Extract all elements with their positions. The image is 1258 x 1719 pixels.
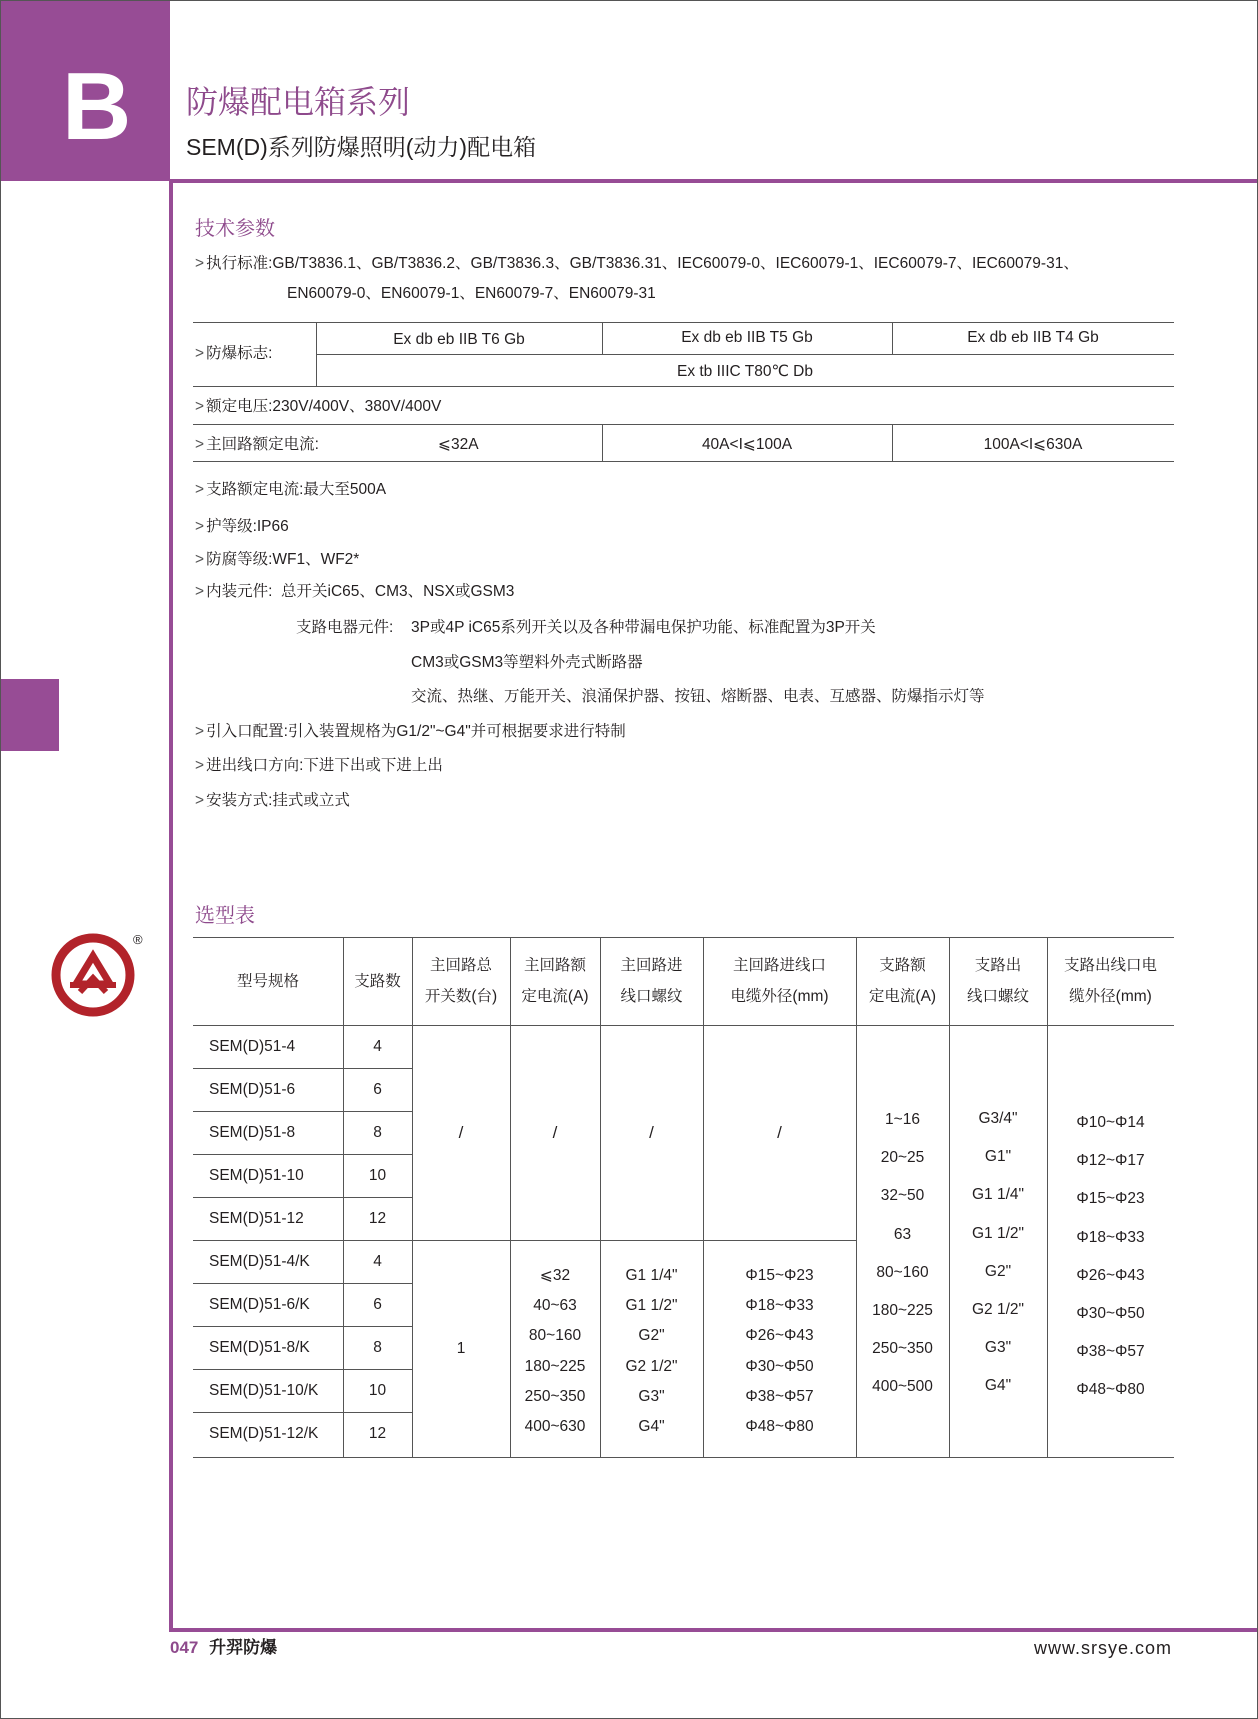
standard-line-1: > 执行标准:GB/T3836.1、GB/T3836.2、GB/T3836.3、GB/T3836.31、IEC60079-0、IEC60079-1、IEC60079-7、IEC60079-31、 [195, 255, 1079, 272]
ex-mark-label: > 防爆标志: [195, 345, 273, 362]
table-model-cell: SEM(D)51-4/K [209, 1253, 310, 1270]
table-header-text: 支路额 [879, 957, 926, 974]
table-header-text: 支路出 [974, 957, 1022, 974]
table-k-main-thread: G2 1/2" [625, 1357, 678, 1375]
table-k-main-cable: Φ30~Φ50 [745, 1357, 814, 1375]
table-branch-count-cell: 10 [368, 1382, 387, 1399]
table-k-main-cable: Φ26~Φ43 [745, 1327, 814, 1345]
table-branch-current: 63 [893, 1225, 912, 1243]
table-slash-cell: / [777, 1122, 782, 1142]
footer-rule [169, 1628, 1258, 1632]
table-header-cell [1047, 937, 1174, 1025]
table-row-rule [193, 1369, 412, 1370]
table-slash-cell: / [552, 1122, 558, 1142]
table-header-text: 开关数(台) [424, 988, 498, 1005]
table-rule-header [193, 1025, 1174, 1026]
table-header-cell [510, 937, 600, 1025]
table-row-rule [193, 1283, 412, 1284]
side-tab [0, 679, 59, 751]
table-branch-cable: Φ12~Φ17 [1076, 1152, 1145, 1170]
table-k-main-cable: Φ38~Φ57 [745, 1387, 814, 1405]
content-left-border [169, 181, 173, 1631]
table-branch-count-cell: 12 [368, 1425, 387, 1442]
header-underline [170, 179, 1258, 183]
registered-mark: ® [133, 932, 143, 947]
section-letter: B [62, 53, 132, 160]
table-col-rule [856, 937, 857, 1457]
mounting-method: > 安装方式:挂式或立式 [195, 792, 350, 809]
current-range-3: 100A<I⩽630A [983, 436, 1083, 453]
table-branch-count-cell: 4 [373, 1253, 382, 1270]
table-slash-cell: / [458, 1122, 464, 1142]
internal-components: > 内装元件: 总开关iC65、CM3、NSX或GSM3 [195, 583, 515, 600]
table-branch-thread: G1 1/2" [971, 1224, 1025, 1242]
anticorrosion-level: > 防腐等级:WF1、WF2* [195, 551, 360, 568]
table-col-rule [703, 937, 704, 1457]
table-header-text: 主回路进线口 [732, 957, 826, 974]
page-subtitle: SEM(D)系列防爆照明(动力)配电箱 [186, 134, 537, 160]
table-slash-cell: / [649, 1122, 654, 1142]
table-col-rule [1047, 937, 1048, 1457]
table-row-rule [193, 1240, 412, 1241]
table-header-text: 型号规格 [236, 972, 299, 990]
table-row-rule [193, 1412, 412, 1413]
table-k-main-current: 180~225 [524, 1357, 586, 1375]
current-range-2: 40A<I⩽100A [701, 436, 793, 453]
table-branch-thread: G3" [984, 1339, 1012, 1357]
table-k-main-cable: Φ15~Φ23 [745, 1267, 814, 1284]
table-branch-cable: Φ48~Φ80 [1076, 1381, 1145, 1399]
table-rule-top [193, 937, 1174, 938]
branch-rated-current: > 支路额定电流:最大至500A [195, 481, 387, 498]
table-branch-thread: G1" [984, 1148, 1012, 1166]
table-header-text: 支路数 [354, 972, 401, 990]
table-header-cell [412, 937, 510, 1025]
table-k-switch-cell: 1 [456, 1339, 466, 1357]
table-branch-thread: G2 1/2" [971, 1301, 1025, 1318]
table-branch-current: 180~225 [872, 1302, 933, 1319]
main-current-label: > 主回路额定电流: [195, 436, 319, 453]
table-branch-count-cell: 10 [368, 1167, 387, 1184]
table-branch-count-cell: 8 [373, 1124, 382, 1141]
table-branch-thread: G1 1/4" [971, 1186, 1025, 1204]
table-header-text: 缆外径(mm) [1069, 988, 1152, 1005]
table-model-cell: SEM(D)51-4 [209, 1038, 296, 1055]
table-header-cell [193, 937, 343, 1025]
table-model-cell: SEM(D)51-10/K [209, 1382, 319, 1399]
selection-heading: 选型表 [195, 905, 255, 927]
table-col-rule [510, 937, 511, 1457]
table-group-rule [412, 1240, 856, 1241]
table-k-main-current: 400~630 [524, 1418, 586, 1435]
table-branch-current: 32~50 [880, 1187, 925, 1205]
ex-mark-t5: Ex db eb IIB T5 Gb [681, 329, 813, 346]
table-branch-thread: G2" [984, 1262, 1012, 1280]
table-k-main-current: 40~63 [533, 1297, 577, 1315]
table-header-text: 定电流(A) [521, 988, 589, 1005]
ex-mark-t4: Ex db eb IIB T4 Gb [967, 329, 1099, 346]
table-model-cell: SEM(D)51-12/K [209, 1425, 319, 1442]
rated-voltage: > 额定电压:230V/400V、380V/400V [195, 398, 442, 415]
page-number: 047 [170, 1638, 199, 1657]
table-col-rule [600, 937, 601, 1457]
table-branch-current: 1~16 [885, 1111, 920, 1128]
table-k-main-current: 80~160 [528, 1327, 582, 1345]
table-row-rule [193, 1197, 412, 1198]
table-k-main-current: ⩽32 [539, 1267, 571, 1284]
table-k-main-thread: G3" [638, 1387, 665, 1405]
company-logo [50, 932, 136, 1018]
table-header-text: 线口螺纹 [966, 988, 1029, 1005]
table-header-text: 定电流(A) [868, 988, 937, 1005]
footer-brand: 升羿防爆 [209, 1638, 278, 1657]
table-row-rule [193, 1068, 412, 1069]
page-title: 防爆配电箱系列 [186, 84, 411, 120]
branch-components-label: 支路电器元件: [296, 619, 394, 636]
table-branch-count-cell: 6 [373, 1081, 382, 1098]
ex-mark-t6: Ex db eb IIB T6 Gb [393, 331, 525, 348]
table-branch-cable: Φ18~Φ33 [1076, 1228, 1145, 1246]
table-model-cell: SEM(D)51-6/K [209, 1296, 310, 1313]
table-branch-thread: G3/4" [978, 1110, 1018, 1127]
table-branch-cable: Φ38~Φ57 [1076, 1343, 1145, 1361]
table-branch-count-cell: 12 [368, 1210, 387, 1227]
table-header-text: 主回路总 [429, 957, 492, 974]
table-model-cell: SEM(D)51-10 [209, 1167, 304, 1184]
table-branch-count-cell: 6 [373, 1296, 382, 1313]
standard-line-2: EN60079-0、EN60079-1、EN60079-7、EN60079-31 [287, 285, 656, 302]
table-k-main-thread: G2" [638, 1327, 665, 1345]
table-rule-bottom [193, 1457, 1174, 1458]
table-k-main-thread: G1 1/4" [625, 1267, 678, 1284]
table-k-main-thread: G1 1/2" [625, 1297, 678, 1315]
table-header-text: 主回路进 [620, 957, 683, 974]
branch-components-2: CM3或GSM3等塑料外壳式断路器 [411, 654, 643, 671]
table-header-text: 支路出线口电 [1063, 957, 1157, 974]
table-header-text: 线口螺纹 [620, 988, 683, 1005]
table-row-rule [193, 1154, 412, 1155]
table-branch-count-cell: 4 [373, 1038, 382, 1055]
table-branch-cable: Φ10~Φ14 [1076, 1114, 1145, 1131]
table-model-cell: SEM(D)51-6 [209, 1081, 296, 1098]
table-model-cell: SEM(D)51-12 [209, 1210, 304, 1227]
inlet-config: > 引入口配置:引入装置规格为G1/2"~G4"并可根据要求进行特制 [195, 723, 626, 740]
table-header-text: 主回路额 [523, 957, 586, 974]
footer-url[interactable]: www.srsye.com [1034, 1638, 1173, 1658]
table-header-cell [856, 937, 949, 1025]
ex-mark-dust: Ex tb IIIC T80℃ Db [676, 363, 813, 380]
table-row-rule [193, 1326, 412, 1327]
logo-emblem-icon [50, 932, 136, 1018]
table-branch-current: 400~500 [872, 1378, 933, 1396]
table-branch-cable: Φ30~Φ50 [1076, 1305, 1145, 1322]
table-header-cell [703, 937, 856, 1025]
table-branch-current: 250~350 [872, 1340, 933, 1358]
table-branch-current: 80~160 [876, 1263, 929, 1281]
tech-heading: 技术参数 [195, 218, 275, 240]
table-k-main-cable: Φ48~Φ80 [745, 1418, 814, 1435]
table-branch-count-cell: 8 [373, 1339, 382, 1356]
table-header-text: 电缆外径(mm) [730, 988, 829, 1005]
table-col-rule [343, 937, 344, 1457]
table-branch-cable: Φ26~Φ43 [1076, 1266, 1145, 1284]
cable-direction: > 进出线口方向:下进下出或下进上出 [195, 757, 443, 774]
table-header-cell [343, 937, 412, 1025]
table-row-rule [193, 1111, 412, 1112]
current-range-1: ⩽32A [438, 436, 479, 453]
table-header-cell [600, 937, 703, 1025]
table-model-cell: SEM(D)51-8/K [209, 1339, 310, 1356]
branch-components-1: 3P或4P iC65系列开关以及各种带漏电保护功能、标准配置为3P开关 [411, 619, 876, 636]
table-k-main-cable: Φ18~Φ33 [745, 1297, 814, 1315]
table-branch-cable: Φ15~Φ23 [1076, 1190, 1145, 1208]
table-branch-thread: G4" [984, 1377, 1012, 1395]
protection-level: > 护等级:IP66 [195, 518, 289, 535]
table-col-rule [949, 937, 950, 1457]
table-model-cell: SEM(D)51-8 [209, 1124, 296, 1141]
branch-components-3: 交流、热继、万能开关、浪涌保护器、按钮、熔断器、电表、互感器、防爆指示灯等 [411, 688, 985, 705]
table-k-main-thread: G4" [638, 1418, 665, 1435]
footer-page [170, 1637, 277, 1659]
table-col-rule [412, 937, 413, 1457]
table-header-cell [949, 937, 1047, 1025]
table-k-main-current: 250~350 [524, 1387, 586, 1405]
table-branch-current: 20~25 [880, 1149, 925, 1167]
